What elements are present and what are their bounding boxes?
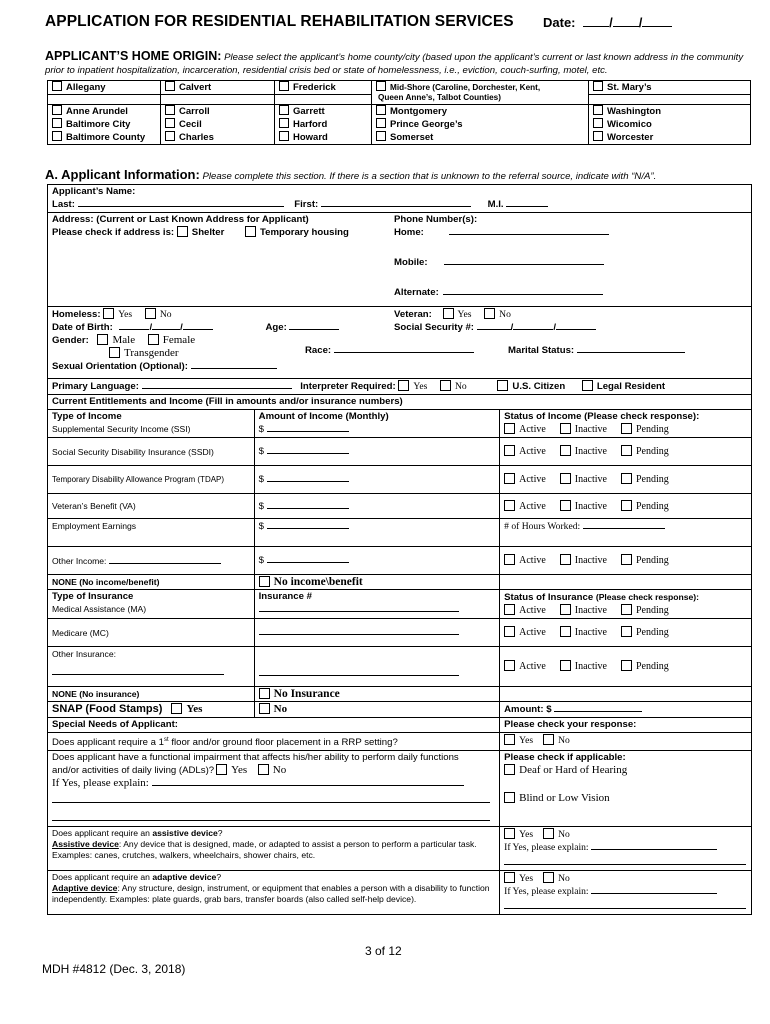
floor-placement-row <box>48 733 752 751</box>
female-checkbox[interactable] <box>148 334 159 345</box>
label-text: No <box>159 309 172 320</box>
label-text: Supplemental Security Income (SSI) <box>52 424 191 434</box>
blank-line[interactable] <box>142 380 292 389</box>
label-text: Inactive <box>574 424 607 435</box>
blank-line[interactable] <box>267 445 349 454</box>
blank-line[interactable] <box>78 198 284 207</box>
checkbox[interactable] <box>593 118 603 128</box>
blind-checkbox[interactable] <box>504 792 515 803</box>
blank-line[interactable] <box>267 473 349 482</box>
label-text: First: <box>294 199 319 210</box>
label-text: Yes <box>413 381 428 392</box>
interpreter-yes-checkbox[interactable] <box>398 380 409 391</box>
label-text: Does applicant require an <box>52 872 153 883</box>
county-col2[interactable] <box>161 105 275 145</box>
checkbox[interactable] <box>52 105 62 115</box>
label-text: No income\benefit <box>273 576 363 588</box>
county-col4[interactable] <box>372 105 589 145</box>
label-text: No <box>455 381 467 392</box>
label-text: Medical Assistance (MA) <box>52 604 147 614</box>
label-text: Date of Birth: <box>52 322 113 333</box>
checkbox[interactable] <box>279 105 289 115</box>
assistive-no-checkbox[interactable] <box>543 828 554 839</box>
label-text: Yes <box>231 764 248 777</box>
blank-line[interactable] <box>591 885 717 894</box>
label-text: Veteran’s Benefit (VA) <box>48 494 255 519</box>
language-row[interactable] <box>48 379 752 395</box>
checkbox[interactable] <box>593 81 603 91</box>
checkbox[interactable] <box>560 473 571 484</box>
checkbox[interactable] <box>593 131 603 141</box>
label-text: Veteran: <box>394 309 432 320</box>
veteran-no-checkbox[interactable] <box>484 308 495 319</box>
label-text: Queen Anne’s, Talbot Counties) <box>378 93 501 102</box>
label-text: SNAP (Food Stamps) <box>52 703 163 715</box>
label-text: Status of Income (Please check response): <box>504 411 700 422</box>
floor-no-checkbox[interactable] <box>543 734 554 745</box>
label-text: $ <box>258 424 264 435</box>
blank-line[interactable] <box>259 603 459 612</box>
home-origin-heading: APPLICANT’S HOME ORIGIN: <box>45 49 222 63</box>
label-text: : Any structure, design, instrument, or equipment that enables a person with a disability to function independently. Examples: plate guards, grab bars, transfer boards (also called self-help device). <box>52 883 490 905</box>
label-text: Mid-Shore (Caroline, Dorchester, Kent, <box>390 83 541 92</box>
label-text: Last: <box>52 199 75 210</box>
county-col5[interactable] <box>589 105 751 145</box>
label-text: Inactive <box>574 474 607 485</box>
page-number: 3 of 12 <box>365 944 402 958</box>
no-insurance-row <box>48 687 752 702</box>
no-income-row <box>48 575 752 590</box>
label-text: Social Security Disability Insurance (SSDI) <box>48 438 255 466</box>
label-text: Phone Number(s): <box>394 214 478 225</box>
label-text: U.S. Citizen <box>512 381 566 392</box>
label-text: Does applicant require an <box>52 828 153 839</box>
label-text: M.I. <box>487 199 504 210</box>
checkbox[interactable] <box>52 131 62 141</box>
checkbox[interactable] <box>504 473 515 484</box>
blank-line[interactable] <box>504 900 746 909</box>
adaptive-no-checkbox[interactable] <box>543 872 554 883</box>
blank-line[interactable] <box>259 667 459 676</box>
transgender-checkbox[interactable] <box>109 347 120 358</box>
label-text: No Insurance <box>273 688 340 700</box>
checkbox[interactable] <box>593 105 603 115</box>
label-text: Pending <box>635 605 669 616</box>
homeless-yes-checkbox[interactable] <box>103 308 114 319</box>
blank-line[interactable] <box>289 321 339 330</box>
label-text: $ <box>258 474 264 485</box>
label-text: $ <box>258 500 264 512</box>
income-type-header <box>48 410 255 438</box>
label-text: Montgomery <box>390 106 447 117</box>
checkbox[interactable] <box>165 105 175 115</box>
insurance-row-medicare <box>48 619 752 647</box>
blank-line[interactable] <box>119 321 149 330</box>
blank-line[interactable] <box>259 626 459 635</box>
label-text: Transgender <box>124 347 179 359</box>
county-table <box>47 80 751 145</box>
county-midshore[interactable] <box>372 81 589 105</box>
checkbox[interactable] <box>376 105 386 115</box>
label-text: Does applicant require a 1 <box>52 737 164 749</box>
label-text: Inactive <box>574 661 607 672</box>
label-text: St. Mary’s <box>607 82 652 93</box>
label-text: Pending <box>635 555 669 566</box>
checkbox[interactable] <box>504 554 515 565</box>
blank-line[interactable] <box>506 198 548 207</box>
checkbox[interactable] <box>504 660 515 671</box>
checkbox[interactable] <box>504 445 515 456</box>
form-title: APPLICATION FOR RESIDENTIAL REHABILITATION SERVICES <box>45 13 514 30</box>
label-text: Yes <box>118 309 133 320</box>
label-text: Social Security #: <box>394 322 474 333</box>
label-text: Adaptive device <box>52 883 118 894</box>
veteran-yes-checkbox[interactable] <box>443 308 454 319</box>
checkbox[interactable] <box>560 626 571 637</box>
label-text: If Yes, please explain: <box>504 886 589 898</box>
label-text: Carroll <box>179 106 210 117</box>
checkbox[interactable] <box>560 604 571 615</box>
label-text: No <box>558 873 570 885</box>
blank-line[interactable] <box>449 226 609 235</box>
temporary-housing-checkbox[interactable] <box>245 226 256 237</box>
checkbox[interactable] <box>560 500 571 511</box>
label-text: NONE (No income/benefit) <box>48 575 255 590</box>
special-needs-heading-row <box>48 718 752 733</box>
label-text: If Yes, please explain: <box>52 777 149 790</box>
demographics-row[interactable]: Homeless: Yes No Date of Birth: / / Age: Gender: Male Female Transgender Sexual Orientation (Optional): Veteran: Yes No Social Security #: / / Race: Marital Status: <box>48 307 752 379</box>
insurance-row-other <box>48 647 752 687</box>
address-row[interactable] <box>48 213 752 307</box>
checkbox[interactable] <box>376 81 386 91</box>
date-label: Date: <box>543 15 576 30</box>
blank-line[interactable] <box>109 555 221 564</box>
label-text: Yes <box>519 735 534 746</box>
label-text: floor and/or ground floor placement in a RRP setting? <box>168 737 398 749</box>
label-text: Mobile: <box>394 257 428 268</box>
label-text: Yes <box>519 873 534 885</box>
label-text: Employment Earnings <box>48 519 255 547</box>
label-text: Somerset <box>390 132 434 143</box>
impairment-no-checkbox[interactable] <box>258 764 269 775</box>
checkbox[interactable] <box>165 118 175 128</box>
no-income-checkbox[interactable] <box>259 576 270 587</box>
blank-line[interactable] <box>52 812 490 821</box>
interpreter-no-checkbox[interactable] <box>440 380 451 391</box>
label-text: Temporary Disability Allowance Program (TDAP) <box>48 466 255 494</box>
checkbox[interactable] <box>504 626 515 637</box>
label-text: Special Needs of Applicant: <box>48 718 500 733</box>
label-text: adaptive device <box>152 872 217 883</box>
label-text: Pending <box>635 446 669 457</box>
county-calvert[interactable] <box>161 81 275 95</box>
income-row-other <box>48 547 752 575</box>
label-text: Inactive <box>574 605 607 616</box>
snap-no-checkbox[interactable] <box>259 703 270 714</box>
label-text: st <box>164 737 169 743</box>
blank-line[interactable] <box>191 360 277 369</box>
label-text: Blind or Low Vision <box>519 792 610 805</box>
checkbox[interactable] <box>376 131 386 141</box>
label-text: If Yes, please explain: <box>504 842 589 854</box>
date-field[interactable]: Date: / / <box>543 15 672 30</box>
label-text: Please check if applicable: <box>504 752 626 764</box>
blank-line[interactable] <box>267 423 349 432</box>
label-text: Active <box>519 605 546 616</box>
label-text: Sexual Orientation (Optional): <box>52 361 188 372</box>
checkbox[interactable] <box>560 445 571 456</box>
checkbox[interactable] <box>560 554 571 565</box>
checkbox[interactable] <box>52 81 62 91</box>
blank-line[interactable] <box>152 777 464 786</box>
checkbox[interactable] <box>621 445 632 456</box>
checkbox[interactable] <box>621 626 632 637</box>
blank-line[interactable] <box>444 256 604 265</box>
label-text: Temporary housing <box>260 227 349 238</box>
blank-line[interactable] <box>267 554 349 563</box>
label-text: Address: (Current or Last Known Address for Applicant) <box>52 214 309 225</box>
label-text: Amount of Income (Monthly) <box>258 411 389 422</box>
assistive-yes-checkbox[interactable] <box>504 828 515 839</box>
blank-line[interactable] <box>321 198 471 207</box>
label-text: Garrett <box>293 106 325 117</box>
label-text: $ <box>258 555 264 566</box>
label-text: assistive device <box>152 828 218 839</box>
blank-line[interactable] <box>513 321 553 330</box>
blank-line[interactable] <box>577 344 685 353</box>
assistive-device-row <box>48 827 752 871</box>
label-text: ? <box>216 872 222 883</box>
income-amount-header[interactable] <box>254 410 499 438</box>
blank-line[interactable] <box>554 703 642 712</box>
blank-line[interactable] <box>556 321 596 330</box>
label-text: Legal Resident <box>596 381 666 392</box>
no-insurance-checkbox[interactable] <box>259 688 270 699</box>
blank-line[interactable] <box>477 321 511 330</box>
label-text: No <box>272 764 287 777</box>
label-text: Homeless: <box>52 309 101 320</box>
label-text: Pending <box>635 661 669 672</box>
label-text: Cecil <box>179 119 202 130</box>
checkbox[interactable] <box>621 500 632 511</box>
checkbox[interactable] <box>165 81 175 91</box>
checkbox[interactable] <box>165 131 175 141</box>
shelter-checkbox[interactable] <box>177 226 188 237</box>
insurance-header-row <box>48 590 752 619</box>
label-text: Active <box>519 500 546 512</box>
name-row[interactable] <box>48 185 752 213</box>
label-text: Other Income: <box>52 555 107 566</box>
male-checkbox[interactable] <box>97 334 108 345</box>
label-text: Marital Status: <box>508 345 575 356</box>
checkbox[interactable] <box>560 660 571 671</box>
label-text: and/or activities of daily living (ADLs)? <box>52 765 215 777</box>
label-text: Amount: $ <box>504 704 552 715</box>
label-text: Inactive <box>574 627 607 638</box>
checkbox[interactable] <box>279 81 289 91</box>
label-text: Does applicant have a functional impairment that affects his/her ability to perform daily functions <box>52 752 459 764</box>
county-col3[interactable] <box>275 105 372 145</box>
label-text: : Any device that is designed, made, or adapted to assist a person to perform a particular task. Examples: canes, crutches, walkers, wheelchairs, shower chairs, etc. <box>52 839 477 861</box>
label-text: # of Hours Worked: <box>504 521 581 532</box>
blank-line[interactable] <box>152 321 180 330</box>
deaf-checkbox[interactable] <box>504 764 515 775</box>
homeless-no-checkbox[interactable] <box>145 308 156 319</box>
checkbox[interactable] <box>560 423 571 434</box>
checkbox[interactable] <box>52 118 62 128</box>
county-frederick[interactable] <box>275 81 372 95</box>
blank-line[interactable] <box>52 794 490 803</box>
label-text: Wicomico <box>607 119 652 130</box>
label-text: Charles <box>179 132 214 143</box>
label-text: Please check if address is: <box>52 227 175 238</box>
county-allegany[interactable] <box>48 81 161 95</box>
label-text: Howard <box>293 132 328 143</box>
label-text: Baltimore City <box>66 119 131 130</box>
label-text: Yes <box>186 703 203 715</box>
label-text: NONE (No insurance) <box>48 687 255 702</box>
section-a-heading: A. Applicant Information: <box>45 167 200 182</box>
label-text: Pending <box>635 627 669 638</box>
label-text: Shelter <box>191 227 225 238</box>
checkbox[interactable] <box>504 500 515 511</box>
legal-resident-checkbox[interactable] <box>582 380 593 391</box>
floor-yes-checkbox[interactable] <box>504 734 515 745</box>
label-text: Active <box>519 424 546 435</box>
home-origin-instructions: Please select the applicant’s home county/city (based upon the applicant’s current or last known address in the community prior to inpatient hospitalization, incarceration, residential crisis bed or state of homelessness, i.e., eviction, couch-surfing, motel, etc. <box>45 52 744 76</box>
label-text: Deaf or Hard of Hearing <box>519 764 628 777</box>
label-text: Primary Language: <box>52 381 139 392</box>
income-status-header[interactable] <box>500 410 752 438</box>
impairment-yes-checkbox[interactable] <box>216 764 227 775</box>
label-text: No <box>499 309 511 320</box>
label-text: Other Insurance: <box>52 649 117 659</box>
label-text: Type of Income <box>52 411 122 422</box>
impairment-row <box>48 751 752 827</box>
label-text: Interpreter Required: <box>300 381 396 392</box>
label-text: $ <box>258 446 264 457</box>
label-text: Inactive <box>574 555 607 566</box>
label-text: Yes <box>457 309 472 320</box>
label-text: Pending <box>635 500 669 512</box>
label-text: Active <box>519 446 546 457</box>
blank-line[interactable] <box>613 18 639 27</box>
label-text: Pending <box>635 474 669 485</box>
checkbox[interactable] <box>621 604 632 615</box>
county-st-marys[interactable] <box>589 81 751 95</box>
blank-line[interactable] <box>267 520 349 529</box>
label-text: Please check your response: <box>500 718 752 733</box>
blank-line[interactable] <box>443 286 603 295</box>
income-row-tdap <box>48 466 752 494</box>
snap-yes-checkbox[interactable] <box>171 703 182 714</box>
label-text: No <box>273 703 288 715</box>
checkbox[interactable] <box>504 423 515 434</box>
label-text: Active <box>519 555 546 566</box>
blank-line[interactable] <box>591 841 717 850</box>
label-text: Home: <box>394 227 424 238</box>
adaptive-device-row <box>48 871 752 915</box>
checkbox[interactable] <box>504 604 515 615</box>
snap-row <box>48 702 752 718</box>
blank-line[interactable] <box>334 344 474 353</box>
label-text: $ <box>258 521 264 532</box>
checkbox[interactable] <box>621 660 632 671</box>
label-text: Harford <box>293 119 328 130</box>
blank-line[interactable] <box>52 666 224 675</box>
label-text: Inactive <box>574 446 607 457</box>
blank-line[interactable] <box>583 18 609 27</box>
label-text: Washington <box>607 106 661 117</box>
label-text: Allegany <box>66 82 106 93</box>
label-text: Anne Arundel <box>66 106 128 117</box>
section-a-instructions: Please complete this section. If there is a section that is unknown to the referral source, indicate with “N/A”. <box>202 171 657 182</box>
label-text: Medicare (MC) <box>48 619 255 647</box>
blank-line[interactable] <box>183 321 213 330</box>
label-text: Male <box>112 334 136 346</box>
section-a-intro <box>45 167 656 182</box>
adaptive-yes-checkbox[interactable] <box>504 872 515 883</box>
label-text: No <box>558 735 570 746</box>
income-row-va <box>48 494 752 519</box>
checkbox[interactable] <box>376 118 386 128</box>
label-text: Yes <box>519 829 534 841</box>
label-text: Inactive <box>574 500 607 512</box>
label-text: Pending <box>635 424 669 435</box>
income-heading: Current Entitlements and Income (Fill in amounts and/or insurance numbers) <box>48 395 752 410</box>
label-text: Applicant’s Name: <box>52 186 136 197</box>
label-text: Active <box>519 474 546 485</box>
checkbox[interactable] <box>279 131 289 141</box>
us-citizen-checkbox[interactable] <box>497 380 508 391</box>
blank-line[interactable] <box>583 520 665 529</box>
label-text: (Please check response): <box>595 592 700 602</box>
applicant-info-table <box>47 184 752 915</box>
label-text: Frederick <box>293 82 336 93</box>
checkbox[interactable] <box>621 473 632 484</box>
label-text: Assistive device <box>52 839 119 850</box>
form-id: MDH #4812 (Dec. 3, 2018) <box>42 962 186 976</box>
label-text: Type of Insurance <box>52 591 134 602</box>
label-text: ? <box>217 828 223 839</box>
label-text: Status of Insurance <box>504 592 594 603</box>
label-text: Worcester <box>607 132 654 143</box>
label-text: Insurance # <box>258 591 312 602</box>
checkbox[interactable] <box>621 554 632 565</box>
label-text: Alternate: <box>394 287 439 298</box>
blank-line[interactable] <box>642 18 672 27</box>
label-text: Active <box>519 627 546 638</box>
label-text: Female <box>162 334 196 346</box>
label-text: Age: <box>265 322 287 333</box>
home-origin-intro <box>45 50 745 77</box>
label-text: Calvert <box>179 82 212 93</box>
label-text: Prince George’s <box>390 119 463 130</box>
label-text: Active <box>519 661 546 672</box>
label-text: Race: <box>305 345 332 356</box>
label-text: Gender: <box>52 335 89 346</box>
income-row-ssdi <box>48 438 752 466</box>
checkbox[interactable] <box>279 118 289 128</box>
label-text: No <box>558 829 570 841</box>
checkbox[interactable] <box>621 423 632 434</box>
blank-line[interactable] <box>504 856 746 865</box>
blank-line[interactable] <box>267 500 349 509</box>
label-text: Baltimore County <box>66 132 146 143</box>
income-row-employment <box>48 519 752 547</box>
county-col1[interactable] <box>48 105 161 145</box>
